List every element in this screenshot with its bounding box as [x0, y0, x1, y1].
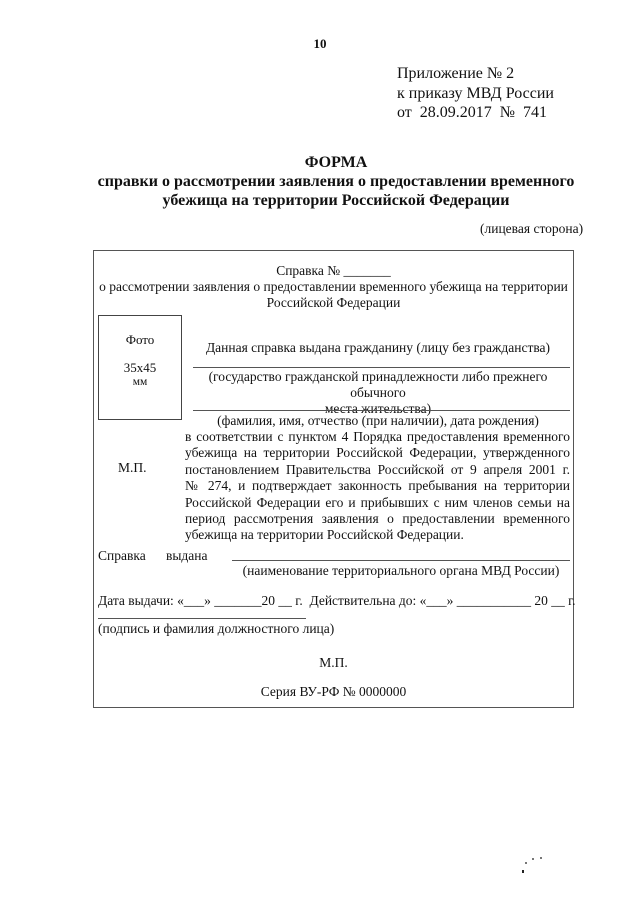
body-line: убежища на территории Российской Федерации. [185, 527, 464, 543]
body-line: постановлением Правительства Российской от 9 апреля 2001 г. [185, 461, 570, 477]
authority-caption: (наименование территориального органа МВД России) [242, 563, 560, 578]
certificate-header [93, 263, 574, 311]
appendix-order: к приказу МВД России [397, 84, 554, 102]
photo-size: 35x45 [123, 360, 157, 375]
name-caption: (фамилия, имя, отчество (при наличии), дата рождения) [217, 413, 539, 428]
signature-caption: (подпись и фамилия должностного лица) [98, 621, 335, 636]
body-line: убежища на территории Российской Федерации, утвержденного [185, 445, 570, 461]
form-heading: ФОРМА [304, 154, 368, 171]
form-subtitle-line1: справки о рассмотрении заявления о предоставлении временного [97, 173, 575, 190]
dates-line: Дата выдачи: «___» _______20 __ г. Действительна до: «___» ___________ 20 __ г. [98, 593, 576, 608]
page-number: 10 [313, 36, 327, 51]
appendix-number: Приложение № 2 [397, 65, 515, 82]
certificate-number: Справка № _______ [276, 263, 391, 278]
stamp-label-bottom: М.П. [319, 655, 348, 670]
signature-field-line [98, 618, 306, 619]
photo-label: Фото [125, 332, 155, 347]
issued-to-text: Данная справка выдана гражданину (лицу без гражданства) [205, 340, 551, 355]
side-note: (лицевая сторона) [480, 221, 584, 236]
citizenship-caption-line2: места жительства) [324, 401, 432, 416]
photo-unit: мм [132, 376, 148, 388]
certificate-body [185, 429, 570, 544]
body-line: в соответствии с пунктом 4 Порядка предоставления временного [185, 429, 570, 444]
body-line: период рассмотрения заявления о предоставлении временного [185, 511, 570, 527]
citizenship-field-line [193, 367, 570, 368]
photo-placeholder [98, 315, 182, 420]
issuing-authority-field-line [232, 560, 570, 561]
scan-specks [520, 855, 550, 885]
name-field-line [193, 410, 570, 411]
certificate-subject-line2: Российской Федерации [266, 295, 401, 310]
form-title [0, 153, 640, 210]
certificate-series: Серия ВУ-РФ № 0000000 [260, 684, 407, 699]
certificate-subject-line1: о рассмотрении заявления о предоставлении временного убежища на территории [99, 279, 568, 294]
issued-by-label: Справка выдана [98, 548, 208, 563]
appendix-date: от 28.09.2017 № 741 [397, 104, 548, 121]
stamp-label: М.П. [118, 460, 147, 475]
citizenship-caption-line1: (государство гражданской принадлежности либо прежнего обычного [208, 369, 548, 400]
appendix-reference [397, 64, 554, 123]
body-line: № 274, и подтверждает законность пребывания на территории [185, 478, 570, 494]
form-subtitle-line2: убежища на территории Российской Федерации [162, 192, 510, 209]
body-line: Российской Федерации его и прибывших с ним членов семьи на [185, 494, 570, 510]
